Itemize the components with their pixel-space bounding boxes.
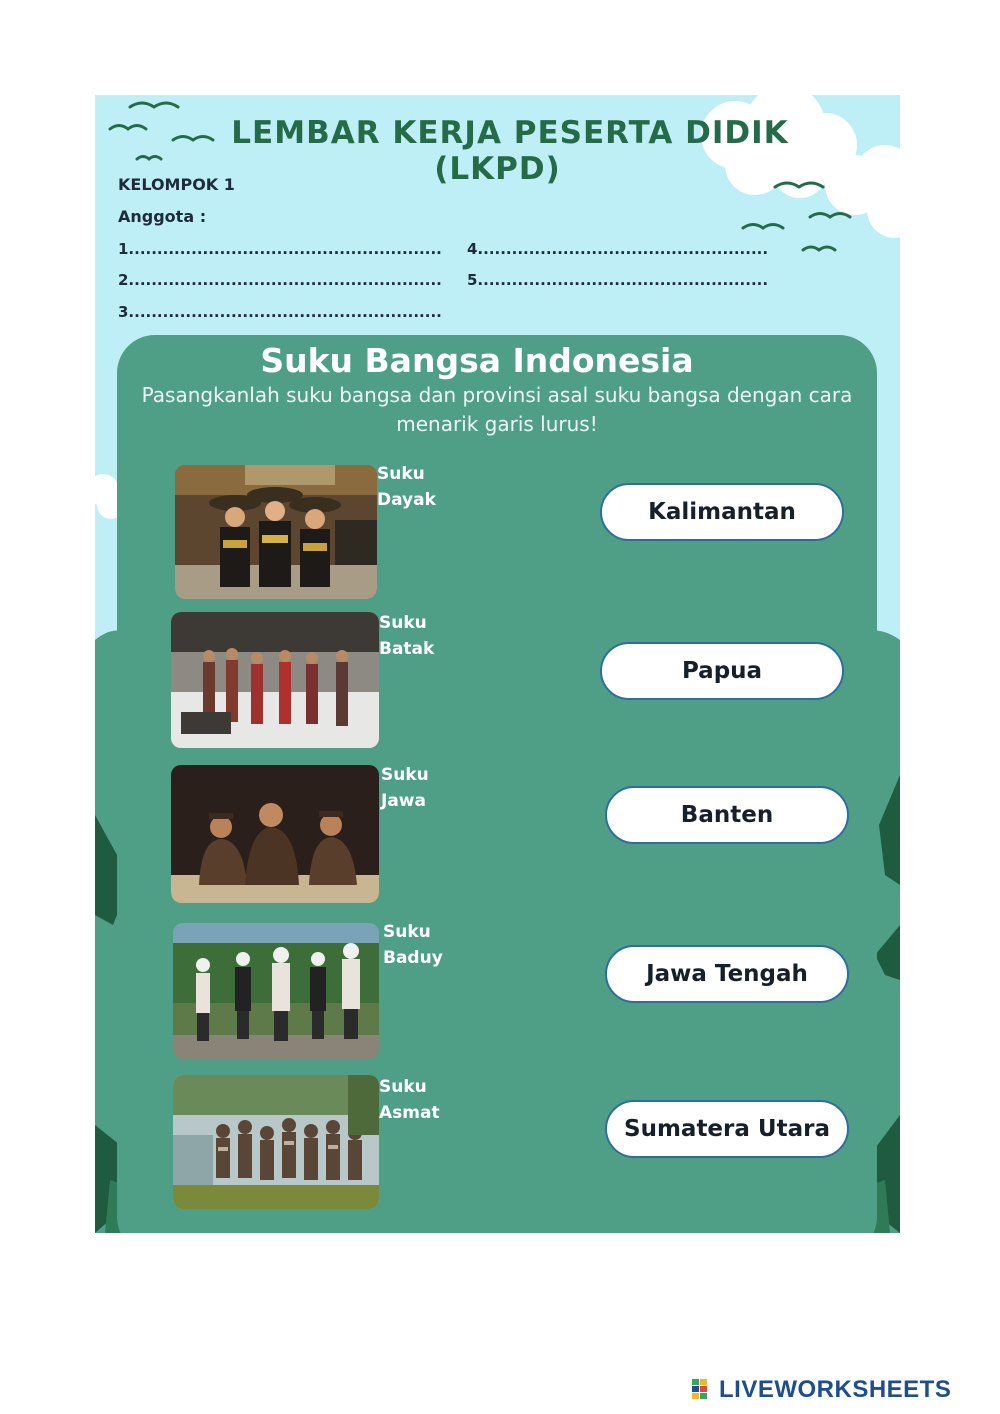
jawa-photo xyxy=(171,765,379,903)
province-banten[interactable]: Banten xyxy=(605,786,849,844)
liveworksheets-logo xyxy=(692,1376,951,1404)
tribe-label-dayak xyxy=(377,461,436,513)
tribe-prefix: Suku xyxy=(383,922,431,942)
activity-instruction: Pasangkanlah suku bangsa dan provinsi asal suku bangsa dengan cara menarik garis lurus! xyxy=(141,383,853,436)
province-kalimantan[interactable]: Kalimantan xyxy=(600,483,844,541)
province-sumatera-utara[interactable]: Sumatera Utara xyxy=(605,1100,849,1158)
tribe-prefix: Suku xyxy=(379,613,427,633)
tribe-prefix: Suku xyxy=(379,1077,427,1097)
member-line-5: 5................................................... xyxy=(467,271,769,289)
liveworksheets-icon xyxy=(692,1379,716,1401)
province-jawa-tengah[interactable]: Jawa Tengah xyxy=(605,945,849,1003)
asmat-photo xyxy=(173,1075,379,1209)
tribe-label-baduy xyxy=(383,919,443,971)
tribe-name: Batak xyxy=(379,639,435,659)
worksheet-page xyxy=(95,95,900,1233)
activity-title: Suku Bangsa Indonesia xyxy=(260,341,694,380)
member-line-1: 1....................................................... xyxy=(118,240,442,258)
member-line-2: 2....................................................... xyxy=(118,271,442,289)
province-papua[interactable]: Papua xyxy=(600,642,844,700)
tribe-name: Asmat xyxy=(379,1103,440,1123)
dayak-photo xyxy=(175,465,377,599)
worksheet-subtitle: (LKPD) xyxy=(434,151,561,187)
activity-panel xyxy=(117,335,877,1233)
baduy-photo xyxy=(173,923,379,1059)
tribe-name: Dayak xyxy=(377,490,436,510)
tribe-label-batak xyxy=(379,610,434,662)
batak-photo xyxy=(171,612,379,748)
member-line-3: 3....................................................... xyxy=(118,303,442,321)
tribe-label-jawa xyxy=(381,762,429,814)
liveworksheets-wordmark: LIVEWORKSHEETS xyxy=(719,1376,952,1403)
tribe-label-asmat xyxy=(379,1074,440,1126)
group-label: KELOMPOK 1 xyxy=(118,175,235,194)
worksheet-title: LEMBAR KERJA PESERTA DIDIK xyxy=(231,115,789,151)
tribe-name: Baduy xyxy=(383,948,443,968)
tribe-name: Jawa xyxy=(381,791,426,811)
tribe-prefix: Suku xyxy=(381,765,429,785)
member-line-4: 4................................................... xyxy=(467,240,769,258)
tribe-prefix: Suku xyxy=(377,464,425,484)
members-label: Anggota : xyxy=(118,207,207,226)
